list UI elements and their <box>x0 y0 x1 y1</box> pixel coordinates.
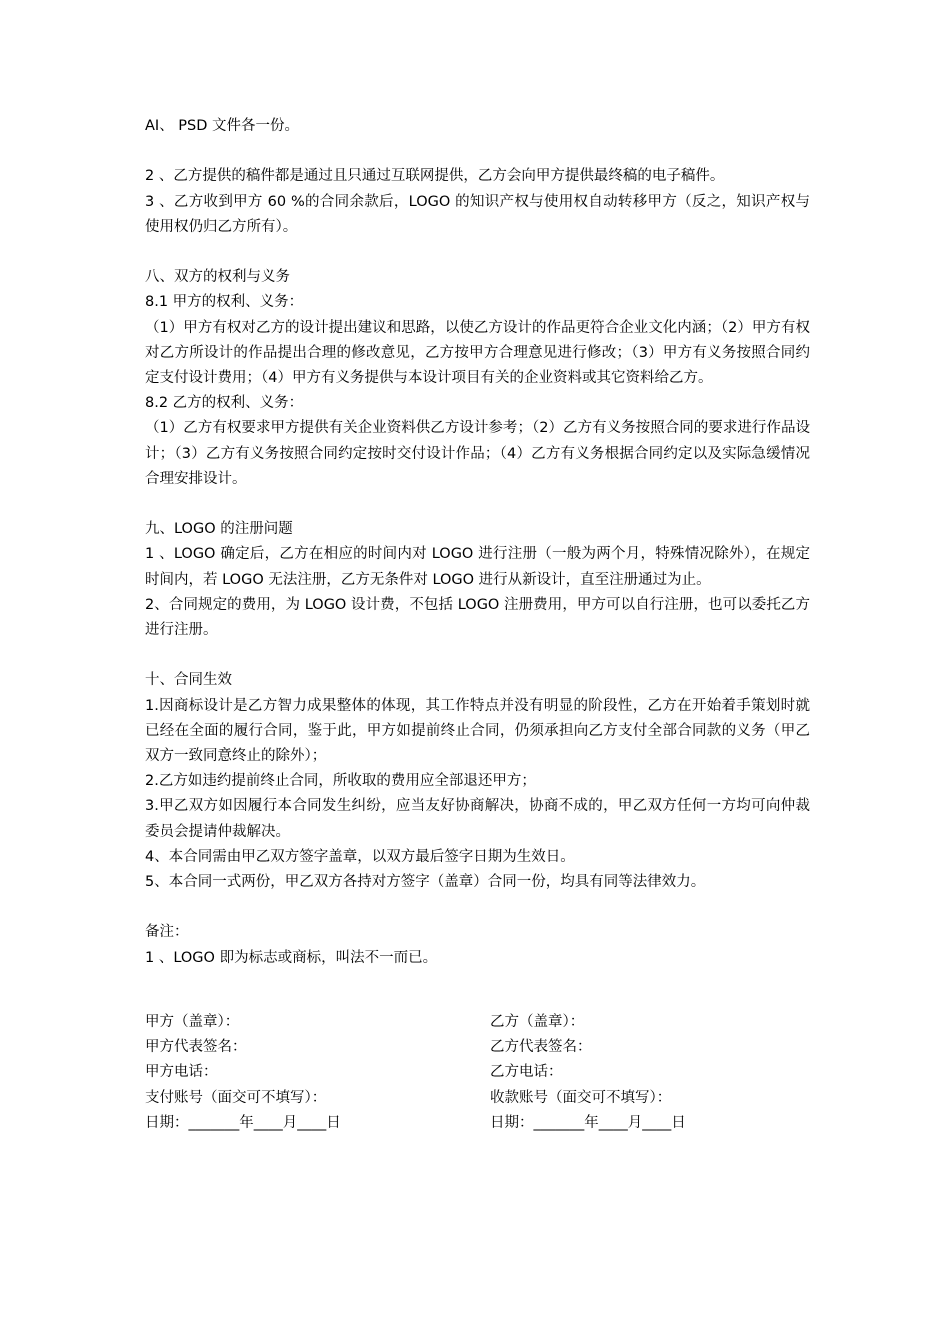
paragraph-clause-3: 3 、乙方收到甲方 60 %的合同余款后，LOGO 的知识产权与使用权自动转移甲方（反之，知识产权与使用权仍归乙方所有）。 <box>145 193 810 235</box>
paragraph-registration-1: 1 、LOGO 确定后，乙方在相应的时间内对 LOGO 进行注册（一般为两个月，特殊情况除外），在规定时间内，若 LOGO 无法注册，乙方无条件对 LOGO 进行从新设计，直至注册通过为止。 <box>145 546 810 588</box>
paragraph-clause-2: 2 、乙方提供的稿件都是通过且只通过互联网提供，乙方会向甲方提供最终稿的电子稿件。 <box>145 168 725 185</box>
paragraph-effect-4: 4、本合同需由甲乙双方签字盖章，以双方最后签字日期为生效日。 <box>145 848 575 865</box>
party-a-phone: 甲方电话： <box>145 1064 218 1081</box>
section-heading-rights: 八、双方的权利与义务 <box>145 269 290 286</box>
paragraph-party-b-rights: （1）乙方有权要求甲方提供有关企业资料供乙方设计参考；（2）乙方有义务按照合同的要求进行作品设计；（3）乙方有义务按照合同约定按时交付设计作品；（4）乙方有义务根据合同约定以及实际急缓情况合理安排设计。 <box>145 420 810 487</box>
subheading-8-2: 8.2 乙方的权利、义务： <box>145 395 304 412</box>
paragraph-effect-1: 1.因商标设计是乙方智力成果整体的体现，其工作特点并没有明显的阶段性，乙方在开始着手策划时就已经在全面的履行合同，鉴于此，甲方如提前终止合同，仍须承担向乙方支付全部合同款的义务（甲乙双方一致同意终止的除外）； <box>145 697 810 765</box>
party-a-date: 日期：_______年____月____日 <box>145 1114 341 1131</box>
paragraph-effect-2: 2.乙方如违约提前终止合同，所收取的费用应全部退还甲方； <box>145 773 536 790</box>
party-b-seal: 乙方（盖章）： <box>490 1014 585 1030</box>
paragraph-party-a-rights: （1）甲方有权对乙方的设计提出建议和思路，以使乙方设计的作品更符合企业文化内涵；（2）甲方有权对乙方所设计的作品提出合理的修改意见，乙方按甲方合理意见进行修改；（3）甲方有义务按照合同约定支付设计费用；（4）甲方有义务提供与本设计项目有关的企业资料或其它资料给乙方。 <box>145 319 810 386</box>
blank-line <box>145 139 810 164</box>
paragraph-effect-5: 5、本合同一式两份，甲乙双方各持对方签字（盖章）合同一份，均具有同等法律效力。 <box>145 874 706 891</box>
party-b-phone: 乙方电话： <box>490 1064 563 1081</box>
party-b-representative: 乙方代表签名： <box>490 1039 592 1056</box>
signature-block <box>145 1010 810 1136</box>
party-b-date: 日期：_______年____月____日 <box>490 1114 686 1131</box>
section-heading-effect: 十、合同生效 <box>145 672 232 689</box>
signature-row-seal <box>145 1010 810 1035</box>
blank-line <box>145 895 810 920</box>
signature-row-date <box>145 1111 810 1136</box>
party-a-payment-account: 支付账号（面交可不填写）： <box>145 1089 327 1106</box>
blank-line <box>145 240 810 265</box>
paragraph-files: AI、 PSD 文件各一份。 <box>145 118 300 134</box>
signature-row-representative <box>145 1035 810 1060</box>
paragraph-effect-3: 3.甲乙双方如因履行本合同发生纠纷，应当友好协商解决，协商不成的，甲乙双方任何一方均可向仲裁委员会提请仲裁解决。 <box>145 798 810 840</box>
contract-body <box>145 114 810 971</box>
blank-line <box>145 643 810 668</box>
paragraph-registration-2: 2、合同规定的费用，为 LOGO 设计费，不包括 LOGO 注册费用，甲方可以自行注册，也可以委托乙方进行注册。 <box>145 596 810 639</box>
blank-line <box>145 492 810 517</box>
party-a-seal: 甲方（盖章）： <box>145 1014 240 1030</box>
notes-item-1: 1 、LOGO 即为标志或商标，叫法不一而已。 <box>145 949 438 966</box>
section-heading-registration: 九、LOGO 的注册问题 <box>145 521 293 538</box>
party-a-representative: 甲方代表签名： <box>145 1039 247 1056</box>
party-b-receiving-account: 收款账号（面交可不填写）： <box>490 1089 672 1106</box>
notes-heading: 备注： <box>145 924 189 941</box>
subheading-8-1: 8.1 甲方的权利、义务： <box>145 294 304 311</box>
signature-row-phone <box>145 1060 810 1085</box>
signature-row-account <box>145 1086 810 1111</box>
